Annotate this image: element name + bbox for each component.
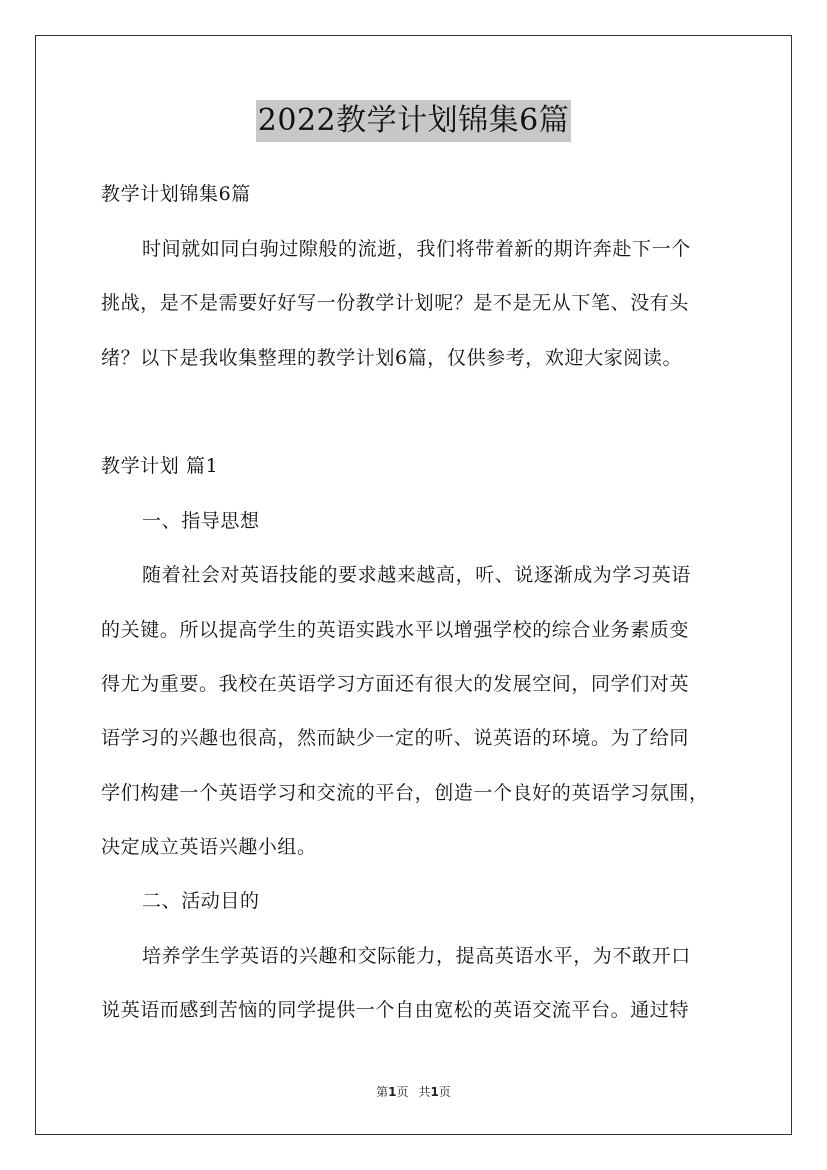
paragraph-line: 语学习的兴趣也很高，然而缺少一定的听、说英语的环境。为了给同 — [101, 727, 690, 749]
paragraph-line: 随着社会对英语技能的要求越来越高，听、说逐渐成为学习英语 — [142, 564, 691, 586]
paragraph-line: 绪？以下是我收集整理的教学计划6篇，仅供参考，欢迎大家阅读。 — [101, 347, 683, 369]
page-number: 第1页 — [376, 1085, 409, 1099]
paragraph-line: 挑战，是不是需要好好写一份教学计划呢？是不是无从下笔、没有头 — [101, 292, 690, 314]
paragraph-line: 学们构建一个英语学习和交流的平台，创造一个良好的英语学习氛围， — [101, 782, 709, 804]
total-pages: 共1页 — [418, 1085, 451, 1099]
paragraph-line: 的关键。所以提高学生的英语实践水平以增强学校的综合业务素质变 — [101, 619, 690, 641]
subtitle-line: 教学计划锦集6篇 — [101, 183, 251, 205]
paragraph-line: 培养学生学英语的兴趣和交际能力，提高英语水平，为不敢开口 — [142, 945, 691, 967]
document-title: 2022教学计划锦集6篇 — [256, 100, 571, 142]
paragraph-line: 时间就如同白驹过隙般的流逝，我们将带着新的期许奔赴下一个 — [142, 238, 691, 260]
paragraph-line: 决定成立英语兴趣小组。 — [101, 836, 317, 858]
subsection-heading: 一、指导思想 — [142, 510, 260, 532]
page-footer — [0, 1084, 827, 1100]
paragraph-line: 得尤为重要。我校在英语学习方面还有很大的发展空间，同学们对英 — [101, 673, 690, 695]
paragraph-line: 说英语而感到苦恼的同学提供一个自由宽松的英语交流平台。通过特 — [101, 999, 690, 1021]
title-container — [0, 100, 827, 142]
section-heading: 教学计划 篇1 — [101, 455, 219, 477]
subsection-heading: 二、活动目的 — [142, 890, 260, 912]
